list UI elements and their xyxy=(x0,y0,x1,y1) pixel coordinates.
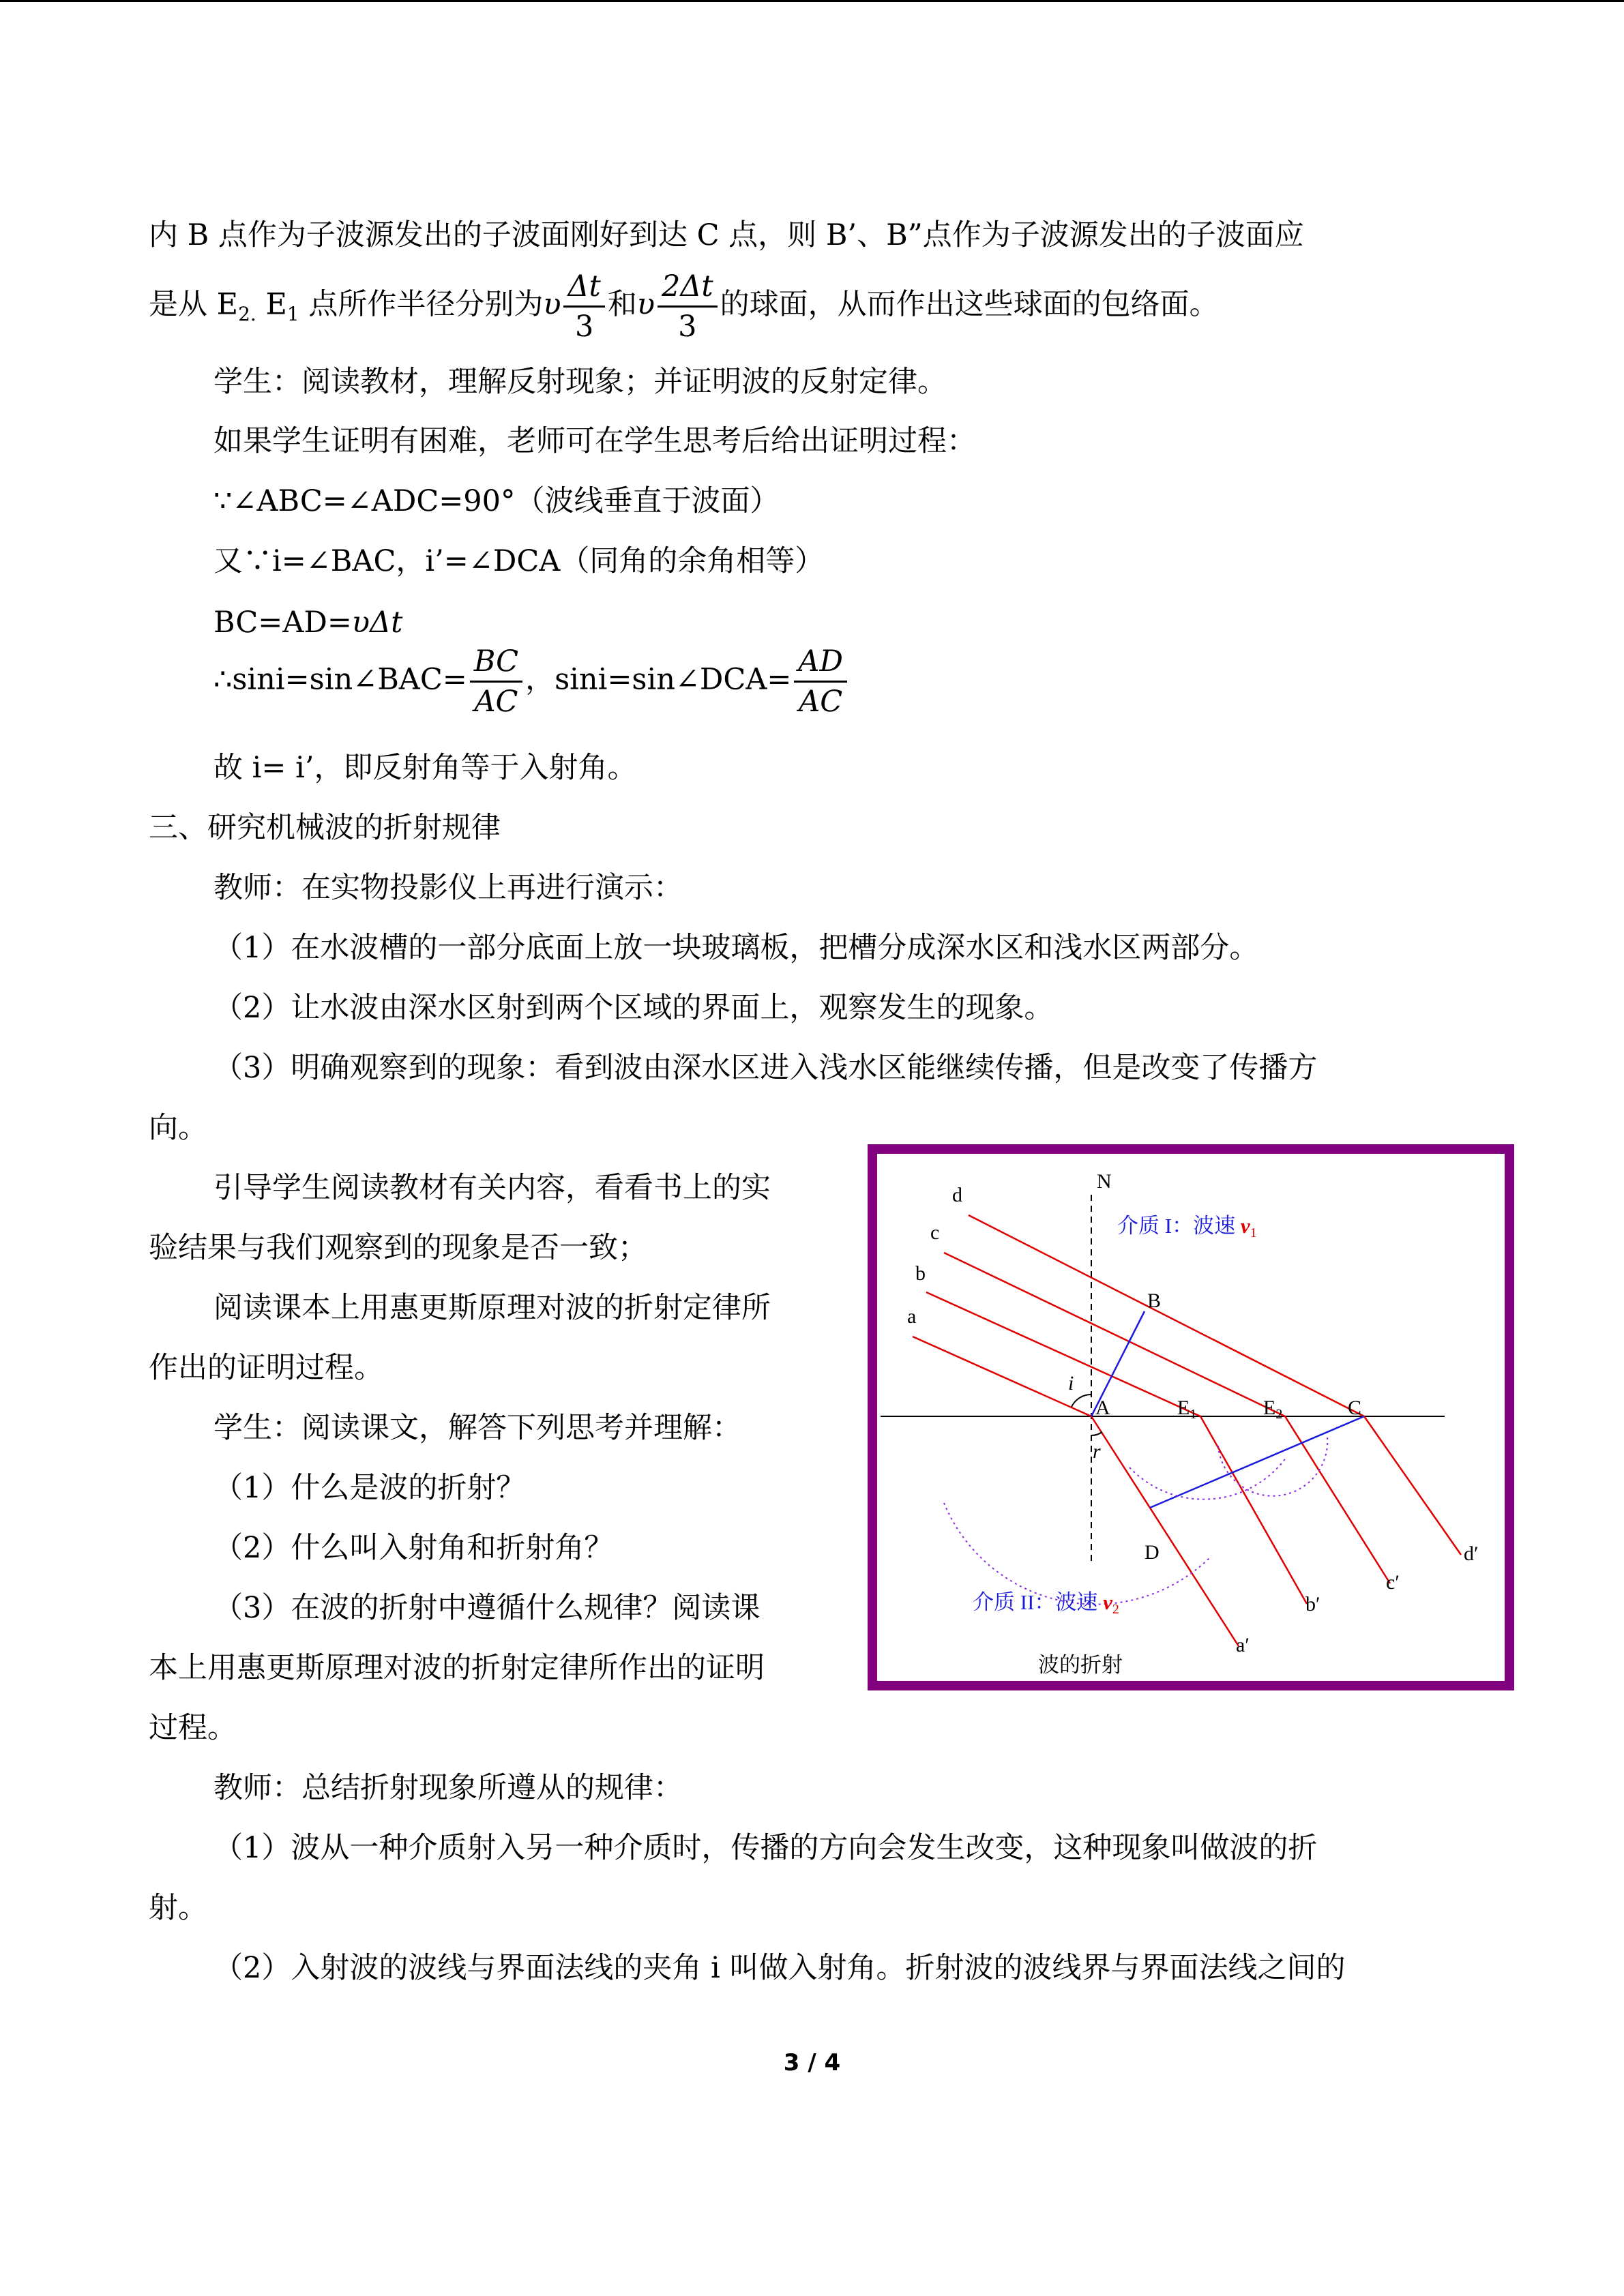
fraction-numerator: AD xyxy=(794,642,847,683)
wavelet-arc-A xyxy=(944,1503,1211,1605)
fraction-denominator: AC xyxy=(799,685,843,719)
label-B: B xyxy=(1147,1289,1162,1312)
page-number: 3 / 4 xyxy=(783,2049,841,2076)
top-border xyxy=(0,0,1624,2)
upsilon-symbol: υ xyxy=(636,287,655,322)
text-line-4: 如果学生证明有困难，老师可在学生思考后给出证明过程： xyxy=(213,424,976,458)
subscript: 1 xyxy=(286,303,299,326)
figure-caption: 波的折射 xyxy=(1038,1653,1123,1677)
text-fragment: 点所作半径分别为 xyxy=(299,287,544,322)
text-line-16: 引导学生阅读教材有关内容，看看书上的实 xyxy=(213,1171,771,1205)
text-line-23: （3）在波的折射中遵循什么规律？阅读课 xyxy=(213,1591,761,1625)
text-line-3: 学生：阅读教材，理解反射现象；并证明波的反射定律。 xyxy=(213,365,947,399)
label-C: C xyxy=(1348,1397,1362,1419)
medium-1-v: v xyxy=(1240,1214,1250,1238)
medium-1-text: 介质 I：波速 xyxy=(1117,1214,1241,1238)
label-E2 xyxy=(1263,1397,1282,1422)
text-line-12: （1）在水波槽的一部分底面上放一块玻璃板，把槽分成深水区和浅水区两部分。 xyxy=(213,931,1259,965)
text-line-11: 教师：在实物投影仪上再进行演示： xyxy=(213,871,683,905)
text-line-27: （1）波从一种介质射入另一种介质时，传播的方向会发生改变，这种现象叫做波的折 xyxy=(213,1831,1318,1865)
fraction-dt-over-3 xyxy=(563,267,604,346)
label-D: D xyxy=(1145,1541,1160,1564)
label-d: d xyxy=(952,1184,962,1206)
incident-ray-d xyxy=(969,1215,1364,1416)
text-line-19: 作出的证明过程。 xyxy=(149,1351,383,1385)
fraction-numerator: Δt xyxy=(563,267,604,308)
text-fragment: =sin∠DCA= xyxy=(607,662,792,697)
refraction-figure xyxy=(868,1144,1514,1690)
medium-1-label xyxy=(1117,1214,1257,1240)
incident-ray-c xyxy=(944,1253,1285,1416)
label-d-prime: d′ xyxy=(1464,1542,1479,1565)
text-line-29: （2）入射波的波线与界面法线的夹角 i 叫做入射角。折射波的波线界与界面法线之间的 xyxy=(213,1951,1346,1985)
fraction-2dt-over-3 xyxy=(658,267,718,346)
text-line-5: ∵∠ABC=∠ADC=90°（波线垂直于波面） xyxy=(213,484,780,518)
refracted-ray-d xyxy=(1364,1416,1461,1555)
label-c-prime: c′ xyxy=(1386,1571,1400,1594)
text-line-25: 过程。 xyxy=(149,1711,237,1745)
text-line-14: （3）明确观察到的现象：看到波由深水区进入浅水区能继续传播，但是改变了传播方 xyxy=(213,1051,1318,1085)
text-fragment: 和 xyxy=(607,287,637,322)
text-line-6: 又∵i=∠BAC，i’=∠DCA（同角的余角相等） xyxy=(213,544,825,578)
label-E2-sub: 2 xyxy=(1275,1407,1283,1422)
medium-2-v: v xyxy=(1103,1590,1112,1614)
label-E1-sub: 1 xyxy=(1190,1407,1197,1422)
label-a-prime: a′ xyxy=(1236,1634,1250,1656)
text-fragment: BC=AD= xyxy=(213,606,352,640)
wavelet-arc-E2 xyxy=(1218,1437,1327,1496)
text-line-24: 本上用惠更斯原理对波的折射定律所作出的证明 xyxy=(149,1651,765,1685)
refraction-diagram xyxy=(877,1154,1505,1681)
text-fragment: ，sini xyxy=(525,662,608,697)
label-A: A xyxy=(1095,1397,1110,1419)
text-line-15: 向。 xyxy=(149,1111,207,1145)
angle-i-arc xyxy=(1072,1395,1091,1407)
fraction-bc-over-ac xyxy=(470,642,522,721)
fraction-numerator: BC xyxy=(470,642,522,683)
text-line-26: 教师：总结折射现象所遵从的规律： xyxy=(213,1771,683,1805)
upsilon-symbol: υ xyxy=(543,287,561,322)
text-fragment: 是从 E xyxy=(149,287,239,322)
fraction-ad-over-ac xyxy=(794,642,847,721)
text-line-2 xyxy=(149,267,1219,346)
label-E1-text: E xyxy=(1177,1397,1190,1419)
refracted-ray-c xyxy=(1285,1416,1390,1583)
wavelet-arc-E1 xyxy=(1130,1457,1286,1500)
text-line-22: （2）什么叫入射角和折射角？ xyxy=(213,1531,614,1565)
fraction-denominator: 3 xyxy=(678,310,697,344)
subscript: 2. xyxy=(238,303,256,326)
medium-1-sub: 1 xyxy=(1250,1225,1257,1240)
label-E2-text: E xyxy=(1263,1397,1276,1419)
incident-ray-a xyxy=(913,1337,1091,1416)
label-E1 xyxy=(1177,1397,1196,1422)
text-line-13: （2）让水波由深水区射到两个区域的界面上，观察发生的现象。 xyxy=(213,991,1054,1025)
text-line-7 xyxy=(213,602,402,643)
text-line-17: 验结果与我们观察到的现象是否一致； xyxy=(149,1231,647,1265)
text-fragment: E xyxy=(256,287,287,322)
fraction-denominator: 3 xyxy=(574,310,594,344)
fraction-denominator: AC xyxy=(474,685,518,719)
text-line-18: 阅读课本上用惠更斯原理对波的折射定律所 xyxy=(213,1291,771,1325)
angle-r-arc xyxy=(1091,1432,1102,1435)
text-line-1: 内 B 点作为子波源发出的子波面刚好到达 C 点，则 B’、B”点作为子波源发出的子波面应 xyxy=(149,218,1304,252)
label-N: N xyxy=(1097,1170,1112,1193)
text-line-20: 学生：阅读课文，解答下列思考并理解： xyxy=(213,1411,741,1445)
label-r: r xyxy=(1093,1440,1101,1463)
text-line-9: 故 i= i’，即反射角等于入射角。 xyxy=(213,751,637,785)
label-b-prime: b′ xyxy=(1305,1593,1320,1615)
section-heading: 三、研究机械波的折射规律 xyxy=(149,811,501,845)
math-expression: υΔt xyxy=(351,606,403,640)
text-line-8 xyxy=(213,642,850,721)
label-c: c xyxy=(930,1221,940,1244)
refracted-ray-b xyxy=(1200,1416,1307,1604)
medium-2-sub: 2 xyxy=(1112,1602,1119,1617)
label-a: a xyxy=(907,1305,917,1328)
label-i: i xyxy=(1068,1372,1074,1395)
text-line-28: 射。 xyxy=(149,1891,207,1925)
label-b: b xyxy=(915,1262,926,1285)
text-fragment: ∴sini=sin∠BAC= xyxy=(213,662,467,697)
medium-2-text: 介质 II：波速 xyxy=(973,1590,1104,1614)
medium-2-label xyxy=(973,1590,1119,1617)
text-line-21: （1）什么是波的折射？ xyxy=(213,1471,526,1505)
text-fragment: 的球面，从而作出这些球面的包络面。 xyxy=(720,287,1219,322)
fraction-numerator: 2Δt xyxy=(658,267,718,308)
